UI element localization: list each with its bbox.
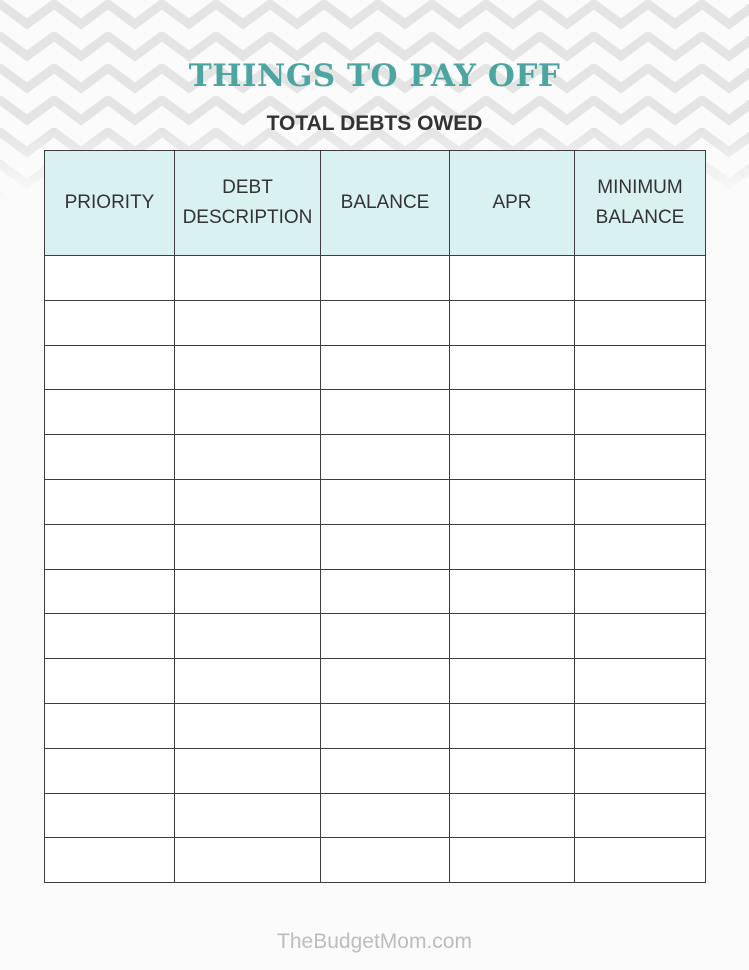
table-cell-apr[interactable] [450, 524, 575, 569]
table-row [45, 256, 706, 301]
table-cell-debt-description[interactable] [175, 256, 321, 301]
table-cell-minimum-balance[interactable] [575, 703, 706, 748]
table-row [45, 838, 706, 883]
column-header-minimum-balance [575, 151, 706, 256]
table-cell-debt-description[interactable] [175, 524, 321, 569]
table-cell-priority[interactable] [45, 793, 175, 838]
table-cell-debt-description[interactable] [175, 703, 321, 748]
table-cell-apr[interactable] [450, 614, 575, 659]
table-cell-minimum-balance[interactable] [575, 524, 706, 569]
table-cell-apr[interactable] [450, 748, 575, 793]
table-cell-debt-description[interactable] [175, 435, 321, 480]
table-cell-priority[interactable] [45, 703, 175, 748]
column-header-debt-description [175, 151, 321, 256]
table-cell-balance[interactable] [321, 345, 450, 390]
table-cell-apr[interactable] [450, 435, 575, 480]
table-cell-priority[interactable] [45, 435, 175, 480]
table-row [45, 793, 706, 838]
table-cell-priority[interactable] [45, 614, 175, 659]
table-cell-apr[interactable] [450, 390, 575, 435]
page-subtitle: TOTAL DEBTS OWED [266, 112, 483, 135]
table-row [45, 345, 706, 390]
table-cell-debt-description[interactable] [175, 838, 321, 883]
page-title: THINGS TO PAY OFF [188, 58, 561, 94]
table-cell-priority[interactable] [45, 345, 175, 390]
table-cell-apr[interactable] [450, 479, 575, 524]
table-cell-balance[interactable] [321, 569, 450, 614]
table-cell-debt-description[interactable] [175, 345, 321, 390]
footer-brand: TheBudgetMom.com [277, 930, 472, 953]
table-cell-apr[interactable] [450, 300, 575, 345]
table-cell-balance[interactable] [321, 838, 450, 883]
table-cell-balance[interactable] [321, 659, 450, 704]
table-cell-balance[interactable] [321, 256, 450, 301]
table-cell-balance[interactable] [321, 748, 450, 793]
table-cell-balance[interactable] [321, 300, 450, 345]
table-cell-minimum-balance[interactable] [575, 659, 706, 704]
column-header-text: BALANCE [595, 207, 685, 228]
table-cell-apr[interactable] [450, 838, 575, 883]
column-header-text: MINIMUM [597, 177, 683, 198]
column-header-text: DESCRIPTION [182, 207, 313, 228]
table-cell-debt-description[interactable] [175, 793, 321, 838]
table-cell-priority[interactable] [45, 748, 175, 793]
table-row [45, 300, 706, 345]
table-cell-minimum-balance[interactable] [575, 300, 706, 345]
table-cell-balance[interactable] [321, 390, 450, 435]
table-cell-priority[interactable] [45, 479, 175, 524]
column-header-text: BALANCE [340, 192, 430, 213]
debt-table [44, 150, 706, 883]
table-cell-apr[interactable] [450, 345, 575, 390]
table-cell-balance[interactable] [321, 479, 450, 524]
table-cell-priority[interactable] [45, 838, 175, 883]
table-cell-apr[interactable] [450, 256, 575, 301]
table-cell-debt-description[interactable] [175, 479, 321, 524]
table-row [45, 390, 706, 435]
table-cell-apr[interactable] [450, 569, 575, 614]
table-cell-priority[interactable] [45, 659, 175, 704]
table-row [45, 524, 706, 569]
table-cell-debt-description[interactable] [175, 748, 321, 793]
table-cell-priority[interactable] [45, 256, 175, 301]
table-row [45, 703, 706, 748]
table-cell-apr[interactable] [450, 703, 575, 748]
table-cell-minimum-balance[interactable] [575, 435, 706, 480]
table-row [45, 748, 706, 793]
table-row [45, 435, 706, 480]
column-header-text: PRIORITY [64, 192, 155, 213]
table-row [45, 479, 706, 524]
table-cell-debt-description[interactable] [175, 569, 321, 614]
table-cell-balance[interactable] [321, 703, 450, 748]
column-header-text: DEBT [222, 177, 273, 198]
column-header-balance [321, 151, 450, 256]
table-cell-balance[interactable] [321, 435, 450, 480]
table-cell-balance[interactable] [321, 793, 450, 838]
table-cell-minimum-balance[interactable] [575, 345, 706, 390]
table-cell-debt-description[interactable] [175, 300, 321, 345]
table-cell-balance[interactable] [321, 614, 450, 659]
table-cell-debt-description[interactable] [175, 614, 321, 659]
table-header-row [45, 151, 706, 256]
table-cell-minimum-balance[interactable] [575, 479, 706, 524]
table-cell-minimum-balance[interactable] [575, 793, 706, 838]
table-cell-minimum-balance[interactable] [575, 569, 706, 614]
table-cell-minimum-balance[interactable] [575, 390, 706, 435]
table-cell-minimum-balance[interactable] [575, 256, 706, 301]
table-cell-priority[interactable] [45, 390, 175, 435]
column-header-text: APR [492, 192, 532, 213]
table-cell-minimum-balance[interactable] [575, 838, 706, 883]
table-cell-priority[interactable] [45, 300, 175, 345]
table-cell-balance[interactable] [321, 524, 450, 569]
table-cell-apr[interactable] [450, 793, 575, 838]
table-cell-priority[interactable] [45, 524, 175, 569]
table-row [45, 569, 706, 614]
table-cell-priority[interactable] [45, 569, 175, 614]
table-row [45, 614, 706, 659]
table-row [45, 659, 706, 704]
column-header-priority [45, 151, 175, 256]
table-cell-minimum-balance[interactable] [575, 614, 706, 659]
table-cell-minimum-balance[interactable] [575, 748, 706, 793]
table-cell-debt-description[interactable] [175, 659, 321, 704]
table-cell-debt-description[interactable] [175, 390, 321, 435]
column-header-apr [450, 151, 575, 256]
table-cell-apr[interactable] [450, 659, 575, 704]
